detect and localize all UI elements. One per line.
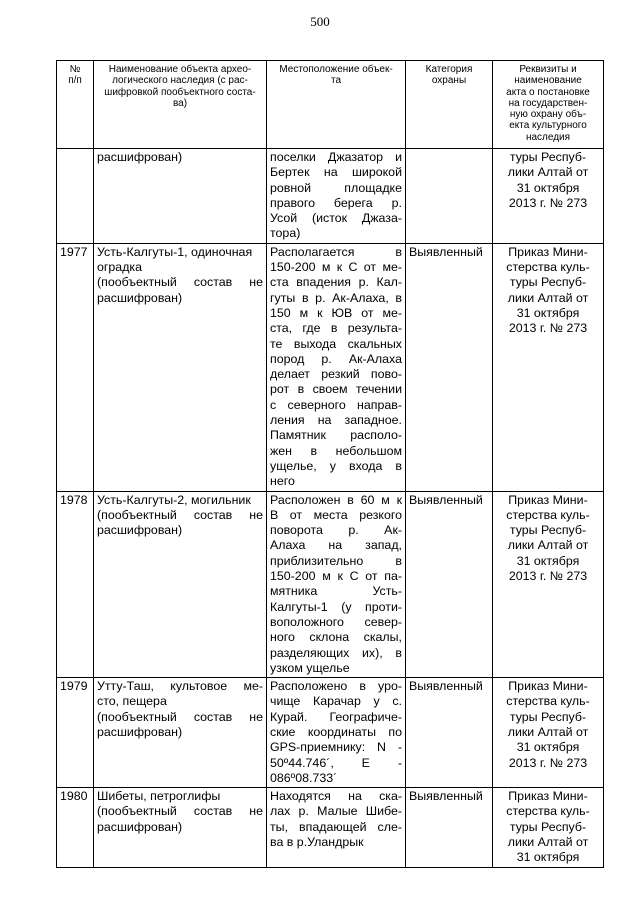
table-row: [57, 788, 604, 868]
row-number: [57, 149, 94, 244]
protection-act: туры Респуб- лики Алтай от 31 октября 2013 г. № 273: [493, 149, 604, 244]
protection-act: Приказ Мини- стерства куль- туры Респуб- лики Алтай от 31 октября 2013 г. № 273: [493, 678, 604, 788]
header-category: Категория охраны: [406, 61, 493, 149]
object-name: Утту-Таш, культовое ме- сто, пещера (пообъектный состав не расшифрован): [94, 678, 267, 788]
header-location: Местоположение объек- та: [267, 61, 406, 149]
protection-category: Выявленный: [406, 491, 493, 678]
table-row: [57, 678, 604, 788]
object-location: Расположен в 60 м к В от места резкого поворота р. Ак- Алаха на запад, приблизительно в 150-200 м к С от па- мятника Усть- Калгуты-1 (у проти- воположного север- ного склона скалы, разделяющих их), в узком ущелье: [267, 491, 406, 678]
protection-act: Приказ Мини- стерства куль- туры Респуб- лики Алтай от 31 октября 2013 г. № 273: [493, 243, 604, 491]
header-name: Наименование объекта архео- логического наследия (с рас- шифровкой пообъектного соста- ва): [94, 61, 267, 149]
table-row: [57, 243, 604, 491]
protection-category: [406, 149, 493, 244]
protection-category: Выявленный: [406, 678, 493, 788]
table-row: [57, 149, 604, 244]
object-location: Располагается в 150-200 м к С от ме- ста впадения р. Кал- гуты в р. Ак-Алаха, в 150 м к ЮВ от ме- ста, где в результа- те выхода скальных пород р. Ак-Алаха делает резкий пово- рот в своем течении с северного направ- ления на западное. Памятник располо- жен в небольшом ущелье, у входа в него: [267, 243, 406, 491]
table-header-row: [57, 61, 604, 149]
object-name: Усть-Калгуты-1, одиночная оградка (пообъектный состав не расшифрован): [94, 243, 267, 491]
protection-category: Выявленный: [406, 788, 493, 868]
table-row: [57, 491, 604, 678]
object-name: Шибеты, петроглифы (пообъектный состав не расшифрован): [94, 788, 267, 868]
header-num: № п/п: [57, 61, 94, 149]
object-name: Усть-Калгуты-2, могильник (пообъектный состав не расшифрован): [94, 491, 267, 678]
object-location: Расположено в уро- чище Карачар у с. Курай. Географиче- ские координаты по GPS-приемнику: N - 50º44.746´, E - 086º08.733´: [267, 678, 406, 788]
row-number: 1977: [57, 243, 94, 491]
row-number: 1978: [57, 491, 94, 678]
protection-act: Приказ Мини- стерства куль- туры Респуб- лики Алтай от 31 октября 2013 г. № 273: [493, 491, 604, 678]
object-location: поселки Джазатор и Бертек на широкой ровной площадке правого берега р. Усой (исток Джаза- тора): [267, 149, 406, 244]
header-requisites: Реквизиты и наименование акта о постановке на государствен- ную охрану объ- екта культурного наследия: [493, 61, 604, 149]
object-name: расшифрован): [94, 149, 267, 244]
protection-act: Приказ Мини- стерства куль- туры Респуб- лики Алтай от 31 октября: [493, 788, 604, 868]
row-number: 1980: [57, 788, 94, 868]
row-number: 1979: [57, 678, 94, 788]
protection-category: Выявленный: [406, 243, 493, 491]
object-location: Находятся на ска- лах р. Малые Шибе- ты, впадающей сле- ва в р.Уландрык: [267, 788, 406, 868]
page-number: 500: [310, 14, 330, 29]
heritage-registry-table: [56, 60, 604, 868]
